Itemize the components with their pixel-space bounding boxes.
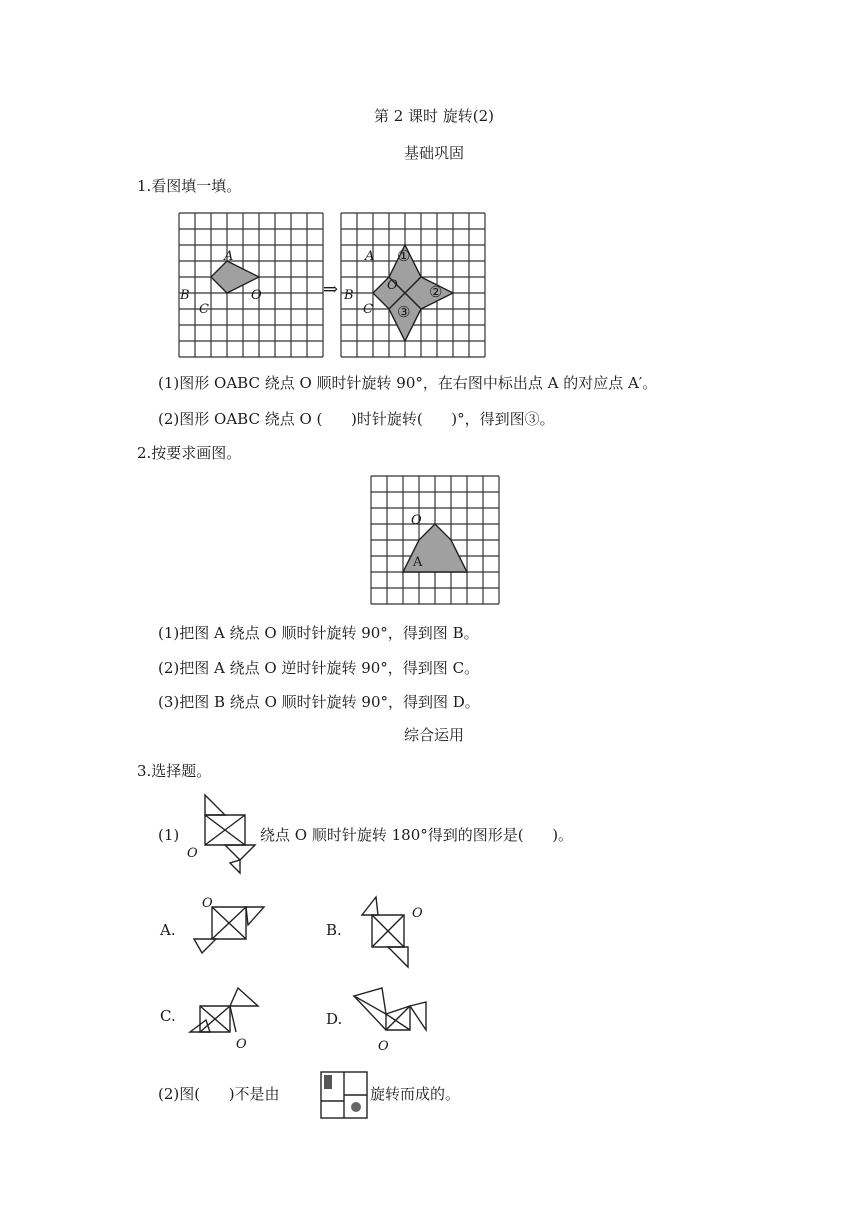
q1-sub2: (2)图形 OABC 绕点 O ( )时针旋转( )°，得到图③。 <box>158 410 555 428</box>
label-b: B <box>344 288 354 303</box>
option-d-figure <box>350 986 440 1056</box>
option-a-label: A. <box>160 921 176 939</box>
section-heading-applied: 综合运用 <box>403 726 464 744</box>
q2-sub3: (3)把图 B 绕点 O 顺时针旋转 90°，得到图 D。 <box>158 693 480 711</box>
label-circled-1: ① <box>397 247 411 265</box>
label-b: B <box>180 288 190 303</box>
q3-sub2-prefix: (2)图( )不是由 <box>158 1085 280 1103</box>
q3-sub2-figure <box>320 1071 368 1119</box>
transform-arrow: ⇒ <box>323 279 339 300</box>
q1-left-grid <box>179 213 323 357</box>
label-a: A <box>413 555 423 570</box>
label-a: A <box>224 249 234 264</box>
label-circled-3: ③ <box>397 303 411 321</box>
option-c-figure <box>186 986 276 1056</box>
label-o: O <box>251 288 262 303</box>
q3-original-figure <box>185 795 265 875</box>
label-o: O <box>412 906 423 921</box>
q3-sub2-suffix: 旋转而成的。 <box>370 1085 461 1103</box>
q3-sub1-text: 绕点 O 顺时针旋转 180°得到的图形是( )。 <box>260 826 574 844</box>
q1-right-grid <box>341 213 485 357</box>
q1-title: 1.看图填一填。 <box>137 177 242 195</box>
q2-title: 2.按要求画图。 <box>137 444 242 462</box>
option-a-figure <box>192 893 272 963</box>
option-b-figure <box>358 889 438 969</box>
label-circled-2: ② <box>429 283 443 301</box>
grid-lines <box>179 213 323 357</box>
label-o: O <box>387 278 398 293</box>
label-c: C <box>363 302 373 317</box>
page-title: 第 2 课时 旋转(2) <box>373 107 495 125</box>
q2-grid <box>371 476 499 604</box>
label-o: O <box>236 1037 247 1052</box>
label-o: O <box>411 513 422 528</box>
option-b-label: B. <box>326 921 342 939</box>
section-heading-basic: 基础巩固 <box>403 144 464 162</box>
option-c-label: C. <box>160 1007 176 1025</box>
q2-sub2: (2)把图 A 绕点 O 逆时针旋转 90°，得到图 C。 <box>158 659 480 677</box>
label-c: C <box>199 302 209 317</box>
option-d-label: D. <box>326 1010 343 1028</box>
label-o: O <box>378 1039 389 1054</box>
q3-title: 3.选择题。 <box>137 762 212 780</box>
q3-sub1-prefix: (1) <box>158 826 180 844</box>
label-o: O <box>187 846 198 861</box>
q1-sub1: (1)图形 OABC 绕点 O 顺时针旋转 90°，在右图中标出点 A 的对应点 A′。 <box>158 374 658 392</box>
label-a: A <box>365 249 375 264</box>
q2-sub1: (1)把图 A 绕点 O 顺时针旋转 90°，得到图 B。 <box>158 624 479 642</box>
label-o: O <box>202 896 213 911</box>
